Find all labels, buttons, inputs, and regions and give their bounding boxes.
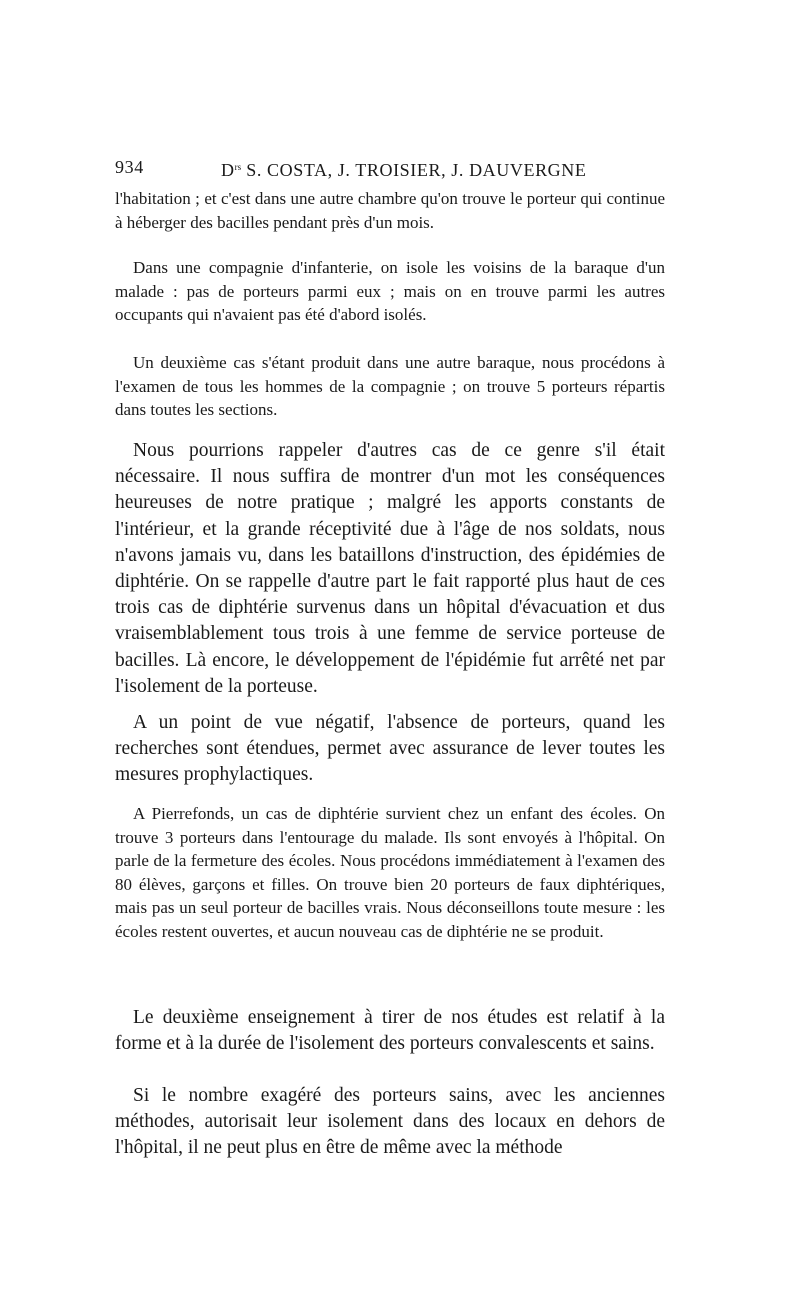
paragraph-second-lesson: Le deuxième enseignement à tirer de nos études est relatif à la forme et à la durée de l'isolement des porteurs convalescents et sains. <box>115 1007 665 1055</box>
running-head-authors <box>221 155 586 182</box>
paragraph-infantry-company: Dans une compagnie d'infanterie, on isole les voisins de la baraque d'un malade : pas de porteurs parmi eux ; mais on en trouve parmi les autres occupants qui n'avaient pas été d'abord isolés. <box>115 258 665 324</box>
paragraph-negative-viewpoint: A un point de vue négatif, l'absence de porteurs, quand les recherches sont étendues, permet avec assurance de lever toutes les mesures prophylactiques. <box>115 712 665 786</box>
paragraph-continuation: l'habitation ; et c'est dans une autre chambre qu'on trouve le porteur qui continue à héberger des bacilles pendant près d'un mois. <box>115 189 665 232</box>
paragraph-second-case: Un deuxième cas s'étant produit dans une autre baraque, nous procédons à l'examen de tous les hommes de la compagnie ; on trouve 5 porteurs répartis dans toutes les sections. <box>115 353 665 419</box>
page-header <box>115 155 665 179</box>
authors-names: S. COSTA, J. TROISIER, J. DAUVERGNE <box>241 160 587 180</box>
paragraph-pierrefonds: A Pierrefonds, un cas de diphtérie survient chez un enfant des écoles. On trouve 3 porteurs dans l'entourage du malade. Ils sont envoyés à l'hôpital. On parle de la fermeture des écoles. Nous procédons immédiatement à l'examen des 80 élèves, garçons et filles. On trouve bien 20 porteurs de faux diphtériques, mais pas un seul porteur de bacilles vrais. Nous déconseillons toute mesure : les écoles restent ouvertes, et aucun nouveau cas de diphtérie ne se produit. <box>115 804 665 941</box>
authors-prefix: D <box>221 160 235 180</box>
paragraph-healthy-carriers: Si le nombre exagéré des porteurs sains, avec les anciennes méthodes, autorisait leur isolement dans des locaux en dehors de l'hôpital, il ne peut plus en être de même avec la méthode <box>115 1085 665 1159</box>
paragraph-other-cases: Nous pourrions rappeler d'autres cas de ce genre s'il était nécessaire. Il nous suffira de montrer d'un mot les conséquences heureuses de notre pratique ; malgré les apports constants de l'intérieur, et la grande réceptivité due à l'âge de nos soldats, nous n'avons jamais vu, dans les bataillons d'instruction, des épidémies de diphtérie. On se rappelle d'autre part le fait rapporté plus haut de ces trois cas de diphtérie survenus dans un hôpital d'évacuation et dus vraisemblablement tous trois à une femme de service porteuse de bacilles. Là encore, le développement de l'épidémie fut arrêté net par l'isolement de la porteuse. <box>115 440 665 697</box>
page-number: 934 <box>115 157 144 177</box>
authors-title-abbrev: rs <box>234 162 242 172</box>
